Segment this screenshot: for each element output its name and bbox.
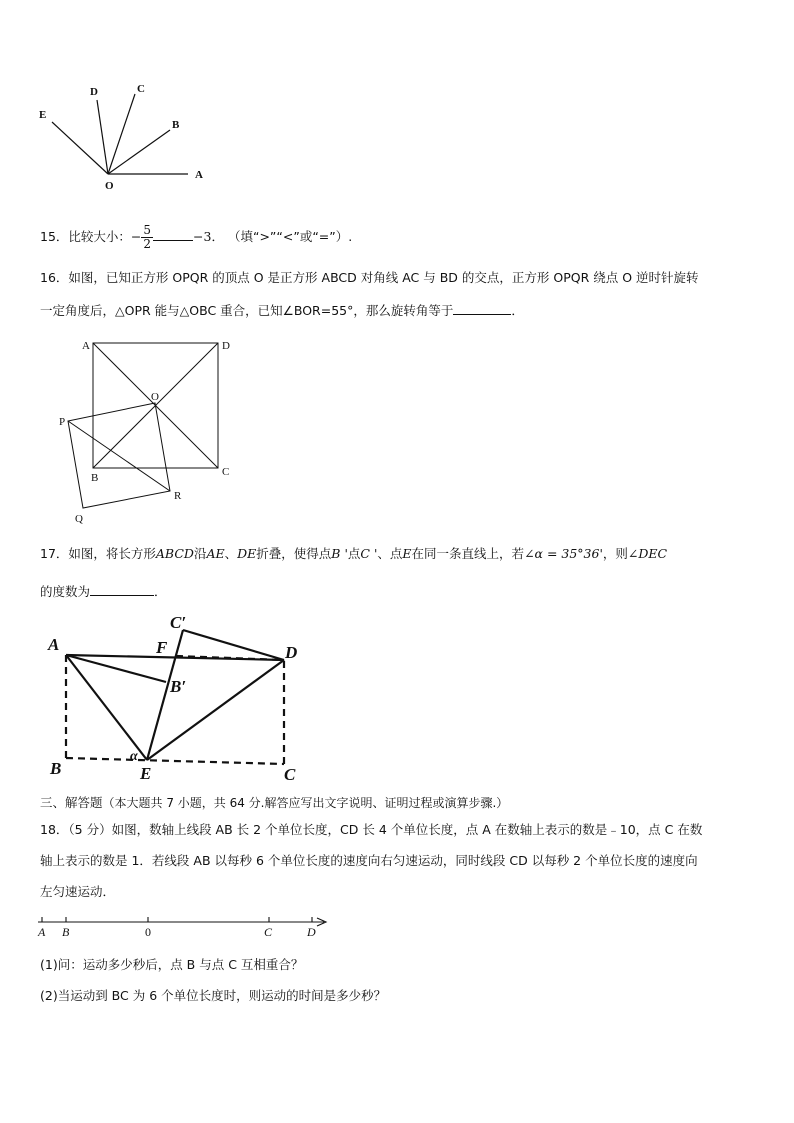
- segment-ae: [66, 655, 147, 760]
- svg-text:Q: Q: [75, 513, 83, 525]
- label-c: C: [137, 83, 145, 95]
- svg-text:C′: C′: [170, 613, 187, 632]
- svg-text:C: C: [264, 925, 273, 939]
- section-3-heading: 三、解答题（本大题共 7 小题，共 64 分.解答应写出文字说明、证明过程或演算步骤.）: [40, 795, 509, 810]
- svg-text:P: P: [59, 416, 66, 428]
- question-15: [40, 224, 352, 251]
- q15-answer-blank[interactable]: [153, 228, 193, 241]
- svg-text:D: D: [222, 340, 230, 352]
- folded-rectangle-figure: [42, 612, 317, 784]
- number-line-figure: [36, 912, 336, 944]
- label-a: A: [195, 169, 203, 181]
- q15-fraction: $\frac{5}{2}$: [143, 223, 152, 251]
- ray-oc: [108, 94, 135, 174]
- rotated-squares-figure: [55, 335, 245, 530]
- svg-text:B: B: [62, 925, 70, 939]
- svg-text:B: B: [50, 759, 62, 778]
- svg-text:R: R: [174, 490, 182, 502]
- question-16-line1: 16．如图，已知正方形 OPQR 的顶点 O 是正方形 ABCD 对角线 AC 与 BD 的交点，正方形 OPQR 绕点 O 逆时针旋转: [40, 270, 699, 285]
- q15-minus: −: [130, 229, 142, 244]
- question-18-line2: 轴上表示的数是 1．若线段 AB 以每秒 6 个单位长度的速度向右匀速运动，同时线段 CD 以每秒 2 个单位长度的速度向: [40, 853, 698, 868]
- question-18-line1: 18．（5 分）如图，数轴上线段 AB 长 2 个单位长度，CD 长 4 个单位长度，点 A 在数轴上表示的数是﹣10，点 C 在数: [40, 822, 703, 837]
- label-b: B: [172, 119, 180, 131]
- svg-text:E: E: [140, 764, 152, 783]
- svg-text:α: α: [130, 749, 138, 764]
- q15-prefix: 比较大小：: [68, 229, 131, 244]
- ray-oe: [52, 122, 108, 174]
- segment-ab-prime: [66, 655, 166, 682]
- ray-ob: [108, 130, 170, 174]
- question-16-line2: 一定角度后，△OPR 能与△OBC 重合，已知∠BOR=55°，那么旋转角等于 ．: [40, 303, 524, 318]
- question-17-line2: 的度数为 ．: [40, 584, 167, 599]
- q16-answer-blank[interactable]: [453, 302, 511, 315]
- svg-text:D: D: [285, 643, 298, 662]
- svg-text:B′: B′: [170, 677, 187, 696]
- svg-text:O: O: [151, 391, 159, 403]
- q17-answer-blank[interactable]: [90, 583, 154, 596]
- svg-text:D: D: [307, 925, 316, 939]
- label-d: D: [90, 86, 98, 98]
- segment-pr: [68, 421, 170, 491]
- label-e: E: [39, 109, 47, 121]
- segment-c-prime-d: [183, 630, 284, 660]
- edge-bc-dashed: [66, 758, 284, 764]
- question-18-line3: 左匀速运动．: [40, 884, 116, 899]
- q15-number: 15．: [40, 229, 69, 244]
- question-18-sub2: (2)当运动到 BC 为 6 个单位长度时，则运动的时间是多少秒？: [40, 988, 387, 1003]
- segment-ed: [147, 660, 284, 760]
- angle-rays-figure: [30, 78, 220, 198]
- svg-text:A: A: [48, 635, 60, 654]
- ray-od: [97, 100, 108, 174]
- q15-right: −3．: [193, 229, 224, 244]
- svg-text:A: A: [38, 925, 46, 939]
- svg-text:C: C: [284, 765, 296, 784]
- q15-hint: （填“>”“<”或“=”）.: [227, 229, 353, 244]
- svg-text:B: B: [91, 472, 99, 484]
- svg-text:0: 0: [145, 925, 151, 939]
- label-o: O: [105, 180, 114, 192]
- question-17-line1: 17．如图，将长方形ABCD沿AE、DE折叠，使得点B '点C '、点E在同一条直线上，若∠α = 35°36'，则∠DEC: [40, 546, 668, 561]
- svg-text:A: A: [82, 340, 90, 352]
- svg-text:C: C: [222, 466, 230, 478]
- question-18-sub1: (1)问：运动多少秒后，点 B 与点 C 互相重合？: [40, 957, 304, 972]
- svg-text:F: F: [156, 638, 168, 657]
